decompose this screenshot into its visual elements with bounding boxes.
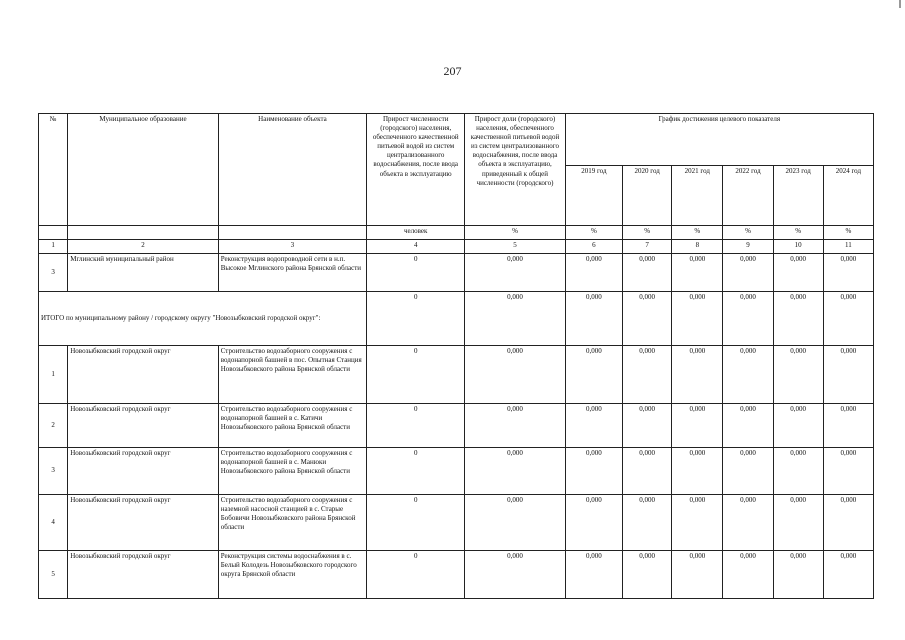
year-value: 0,000 [623,346,672,404]
header-year-2024: 2024 год [823,166,873,226]
year-value: 0,000 [565,404,622,448]
header-object: Наименование объекта [218,114,366,226]
year-value: 0,000 [623,404,672,448]
row-number: 1 [39,346,68,404]
year-value: 0,000 [823,448,873,495]
year-value: 0,000 [672,254,723,292]
total-row [39,292,874,346]
year-value: 0,000 [565,254,622,292]
people-cell: 0 [367,346,465,404]
year-value: 0,000 [773,551,823,599]
col-index: 1 [39,240,68,254]
header-growth-share: Прирост доли (городского) населения, обеспеченного качественной питьевой водой из систем централизованного водоснабжения, после ввода объекта в эксплуатацию, приведенный к общей численности (городского) [465,114,565,226]
table-row [39,448,874,495]
year-value: 0,000 [823,346,873,404]
year-value: 0,000 [823,254,873,292]
col-index: 5 [465,240,565,254]
year-value: 0,000 [773,346,823,404]
year-value: 0,000 [672,448,723,495]
row-number: 4 [39,495,68,551]
total-year-value: 0,000 [723,292,773,346]
total-label: ИТОГО по муниципальному району / городскому округу "Новозыбковский городской округ": [39,292,367,346]
people-cell: 0 [367,448,465,495]
header-growth-population: Прирост численности (городского) населения, обеспеченного качественной питьевой водой из систем централизованного водоснабжения, после ввода объекта в эксплуатацию [367,114,465,226]
unit-pct: % [465,226,565,240]
col-index: 3 [218,240,366,254]
table-row [39,404,874,448]
table-row [39,254,874,292]
year-value: 0,000 [565,551,622,599]
people-cell: 0 [367,495,465,551]
year-value: 0,000 [623,254,672,292]
year-value: 0,000 [773,254,823,292]
row-number: 2 [39,404,68,448]
unit-pct: % [723,226,773,240]
year-value: 0,000 [723,404,773,448]
header-row-1 [39,114,874,166]
row-number: 5 [39,551,68,599]
year-value: 0,000 [823,404,873,448]
unit-pct: % [623,226,672,240]
header-schedule: График достижения целевого показателя [565,114,873,166]
year-value: 0,000 [672,346,723,404]
people-cell: 0 [367,404,465,448]
col-index: 4 [367,240,465,254]
object-cell: Строительство водозаборного сооружения с водонапорной башней в пос. Опытная Станция Новозыбковского района Брянской области [218,346,366,404]
year-value: 0,000 [565,495,622,551]
year-value: 0,000 [565,346,622,404]
scan-edge-mark [899,0,901,8]
column-index-row [39,240,874,254]
year-value: 0,000 [723,448,773,495]
header-no: № [39,114,68,226]
year-value: 0,000 [823,551,873,599]
unit-pct: % [672,226,723,240]
year-value: 0,000 [623,448,672,495]
year-value: 0,000 [723,346,773,404]
municipality-cell: Новозыбковский городской округ [68,404,218,448]
row-number: 3 [39,448,68,495]
municipality-cell: Новозыбковский городской округ [68,346,218,404]
share-cell: 0,000 [465,495,565,551]
object-cell: Строительство водозаборного сооружения с наземной насосной станцией в с. Старые Бобовичи Новозыбковского района Брянской области [218,495,366,551]
total-year-value: 0,000 [565,292,622,346]
municipality-cell: Новозыбковский городской округ [68,551,218,599]
header-year-2019: 2019 год [565,166,622,226]
header-year-2020: 2020 год [623,166,672,226]
year-value: 0,000 [723,495,773,551]
page-number: 207 [443,64,462,78]
year-value: 0,000 [565,448,622,495]
total-year-value: 0,000 [823,292,873,346]
total-people: 0 [367,292,465,346]
total-year-value: 0,000 [672,292,723,346]
object-cell: Строительство водозаборного сооружения с водонапорной башней в с. Манюки Новозыбковского района Брянской области [218,448,366,495]
header-row-units [39,226,874,240]
people-cell: 0 [367,551,465,599]
object-cell: Строительство водозаборного сооружения с водонапорной башней в с. Катичи Новозыбковского района Брянской области [218,404,366,448]
share-cell: 0,000 [465,346,565,404]
object-cell: Реконструкция системы водоснабжения в с. Белый Колодезь Новозыбковского городского округа Брянской области [218,551,366,599]
municipality-cell: Новозыбковский городской округ [68,495,218,551]
year-value: 0,000 [672,404,723,448]
col-index: 10 [773,240,823,254]
year-value: 0,000 [773,495,823,551]
year-value: 0,000 [672,495,723,551]
header-year-2022: 2022 год [723,166,773,226]
year-value: 0,000 [773,448,823,495]
year-value: 0,000 [773,404,823,448]
col-index: 2 [68,240,218,254]
year-value: 0,000 [723,551,773,599]
col-index: 7 [623,240,672,254]
year-value: 0,000 [623,551,672,599]
col-index: 8 [672,240,723,254]
year-value: 0,000 [723,254,773,292]
municipality-cell: Новозыбковский городской округ [68,448,218,495]
table-row [39,551,874,599]
share-cell: 0,000 [465,551,565,599]
year-value: 0,000 [672,551,723,599]
unit-pct: % [565,226,622,240]
unit-pct: % [823,226,873,240]
table-row [39,346,874,404]
year-value: 0,000 [623,495,672,551]
header-year-2023: 2023 год [773,166,823,226]
municipality-cell: Мглинский муниципальный район [68,254,218,292]
row-number: 3 [39,254,68,292]
target-indicator-table [38,113,874,599]
total-year-value: 0,000 [773,292,823,346]
total-year-value: 0,000 [623,292,672,346]
unit-pct: % [773,226,823,240]
unit-people: человек [367,226,465,240]
share-cell: 0,000 [465,254,565,292]
people-cell: 0 [367,254,465,292]
col-index: 11 [823,240,873,254]
year-value: 0,000 [823,495,873,551]
table-row [39,495,874,551]
col-index: 6 [565,240,622,254]
object-cell: Реконструкция водопроводной сети в н.п. Высокое Мглинского района Брянской области [218,254,366,292]
header-year-2021: 2021 год [672,166,723,226]
col-index: 9 [723,240,773,254]
share-cell: 0,000 [465,404,565,448]
total-share: 0,000 [465,292,565,346]
header-municipality: Муниципальное образование [68,114,218,226]
share-cell: 0,000 [465,448,565,495]
